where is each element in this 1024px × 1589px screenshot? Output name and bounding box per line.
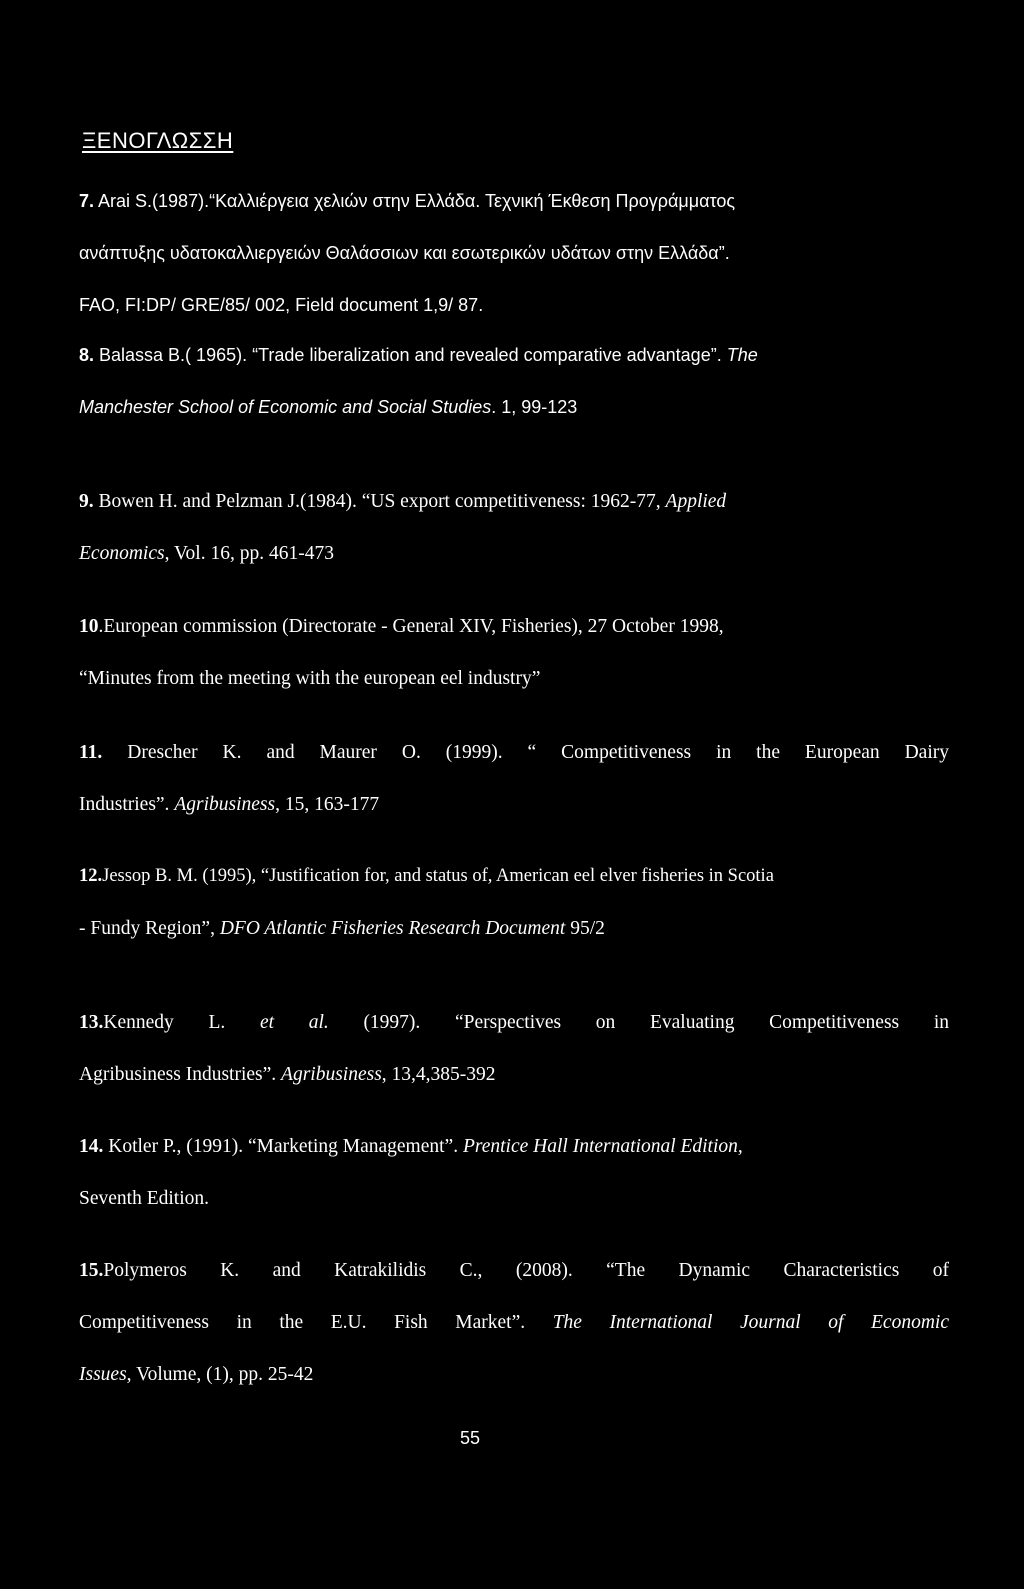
reference-text: Seventh Edition. <box>79 1188 209 1209</box>
reference-number: 10 <box>79 616 99 637</box>
reference-11 <box>79 743 949 847</box>
reference-text: (1997). “Perspectives on Evaluating Competitiveness in <box>328 1012 949 1033</box>
reference-number: 12. <box>79 866 103 886</box>
journal-title: The International Journal of Economic <box>552 1312 949 1333</box>
reference-text: .European commission (Directorate - General XIV, Fisheries), 27 October 1998, <box>98 616 724 637</box>
reference-10 <box>79 617 949 721</box>
et-al: et al. <box>259 1012 329 1033</box>
reference-text: , Vol. 16, pp. 461-473 <box>164 543 334 564</box>
reference-text: Drescher K. and Maurer O. (1999). “ Competitiveness in the European Dairy <box>102 742 949 763</box>
reference-number: 13. <box>79 1012 104 1033</box>
reference-text: Kennedy L. <box>103 1012 260 1033</box>
reference-number: 7. <box>79 191 95 211</box>
reference-14 <box>79 1137 949 1241</box>
reference-text: Industries”. <box>79 794 175 815</box>
reference-number: 11. <box>79 742 103 763</box>
page-number: 55 <box>459 1428 481 1448</box>
reference-number: 15. <box>79 1260 104 1281</box>
reference-text: , 13,4,385-392 <box>381 1064 496 1085</box>
reference-number: 14. <box>79 1136 104 1157</box>
journal-title: Manchester School of Economic and Social Studies <box>79 397 492 417</box>
reference-text: “Minutes from the meeting with the european eel industry” <box>79 668 541 689</box>
reference-text: Balassa B.( 1965). “Trade liberalization and revealed comparative advantage”. <box>94 345 727 365</box>
reference-15 <box>79 1261 949 1417</box>
reference-text: Polymeros K. and Katrakilidis C., (2008). “The Dynamic Characteristics of <box>103 1260 949 1281</box>
journal-title: Agribusiness <box>281 1064 382 1085</box>
reference-text: , Volume, (1), pp. 25-42 <box>126 1364 314 1385</box>
journal-title: Prentice Hall International Edition, <box>462 1136 743 1157</box>
reference-text: Agribusiness Industries”. <box>79 1064 282 1085</box>
reference-text: ανάπτυξης υδατοκαλλιεργειών Θαλάσσιων και εσωτερικών υδάτων στην Ελλάδα”. <box>79 243 730 263</box>
reference-text: Kotler P., (1991). “Marketing Management”. <box>103 1136 463 1157</box>
reference-text: , 15, 163-177 <box>275 794 380 815</box>
reference-13 <box>79 1013 949 1117</box>
reference-12 <box>79 867 949 971</box>
reference-text: 95/2 <box>565 918 605 939</box>
section-heading: ΞΕΝΟΓΛΩΣΣΗ <box>82 128 234 153</box>
journal-title: The <box>726 345 758 365</box>
reference-number: 8. <box>79 345 95 365</box>
reference-8 <box>79 346 949 450</box>
reference-9 <box>79 492 949 596</box>
reference-text: Competitiveness in the E.U. Fish Market”. <box>79 1312 553 1333</box>
journal-title: Applied <box>665 491 727 512</box>
reference-text: Arai S.(1987).“Καλλιέργεια χελιών στην Ελλάδα. Τεχνική Έκθεση Προγράμματος <box>94 191 736 211</box>
reference-7 <box>79 192 949 348</box>
reference-number: 9. <box>79 491 94 512</box>
journal-title: DFO Atlantic Fisheries Research Document <box>219 918 566 939</box>
reference-text: . 1, 99-123 <box>491 397 578 417</box>
journal-title: Issues <box>79 1364 127 1385</box>
reference-text: FAO, FI:DP/ GRE/85/ 002, Field document 1,9/ 87. <box>79 295 484 315</box>
journal-title: Economics <box>79 543 165 564</box>
reference-text: Bowen H. and Pelzman J.(1984). “US export competitiveness: 1962-77, <box>93 491 666 512</box>
reference-text: Jessop B. M. (1995), “Justification for, and status of, American eel elver fisheries in Scotia <box>102 866 774 886</box>
reference-text: - Fundy Region”, <box>79 918 220 939</box>
journal-title: Agribusiness <box>174 794 276 815</box>
